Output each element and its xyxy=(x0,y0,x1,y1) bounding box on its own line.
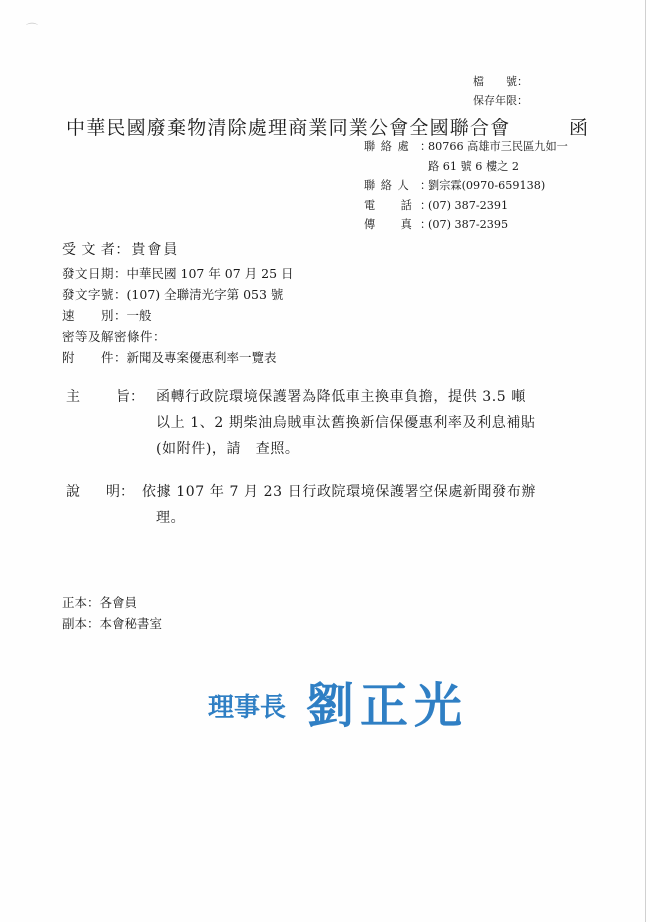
file-number-label: 檔 號 xyxy=(473,75,517,88)
subject-line-3: (如附件)，請 查照。 xyxy=(156,441,300,457)
copy-colon: ： xyxy=(87,616,100,631)
phone-row xyxy=(364,196,604,216)
address-line-1: 80766 高雄市三民區九如一 xyxy=(428,140,568,153)
seal-title: 理事長 xyxy=(208,693,287,723)
phone-number: (07) 387-2391 xyxy=(428,198,509,212)
copy-label: 副本 xyxy=(62,616,88,631)
document-number-label: 發文字號 xyxy=(62,287,115,302)
phone-colon: ： xyxy=(420,198,432,212)
seal-svg xyxy=(206,672,486,732)
issue-date-label: 發文日期 xyxy=(62,266,115,281)
subject-line-1: 函轉行政院環境保護署為降低車主換車負擔，提供 3.5 噸 xyxy=(156,389,526,405)
seal-name: 劉正光 xyxy=(306,678,469,732)
contact-person: 劉宗霖(0970-659138) xyxy=(428,179,546,192)
original-colon: ： xyxy=(87,595,100,610)
attachment-row xyxy=(62,347,294,368)
document-type: 函 xyxy=(569,117,589,139)
file-number-colon: ： xyxy=(517,75,528,88)
secrecy-row xyxy=(62,326,294,347)
secrecy-label: 密等及解密條件 xyxy=(62,329,154,344)
address-continuation-row xyxy=(364,157,604,177)
subject-body xyxy=(156,384,596,462)
organization-name: 中華民國廢棄物清除處理商業同業公會全國聯合會 xyxy=(66,117,511,139)
original-recipient: 各會員 xyxy=(99,595,138,610)
contact-person-label: 聯 絡 人 xyxy=(364,179,410,192)
retention-label: 保存年限 xyxy=(473,94,517,107)
chairman-seal-stamp xyxy=(206,672,486,732)
retention-colon: ： xyxy=(517,94,528,107)
file-number-row xyxy=(455,72,537,91)
fax-label: 傳 真 xyxy=(364,218,413,231)
recipient-row xyxy=(62,240,294,261)
subject-line-2: 以上 1、2 期柴油烏賊車汰舊換新信保優惠利率及利息補貼 xyxy=(156,415,536,431)
copy-recipient: 本會秘書室 xyxy=(99,616,163,631)
subject-label-b: 旨： xyxy=(116,389,144,405)
explanation-line-1: 依據 107 年 7 月 23 日行政院環境保護署空保處新聞發布辦 xyxy=(142,484,536,500)
fax-colon: ： xyxy=(420,218,432,231)
contact-person-row xyxy=(364,176,604,196)
original-label: 正本 xyxy=(62,595,88,610)
subject-label-a: 主 xyxy=(66,389,80,405)
contact-block xyxy=(364,137,604,235)
recipient: 貴會員 xyxy=(131,242,180,258)
copy-recipient-row xyxy=(62,613,162,634)
attachment: 新聞及專案優惠利率一覽表 xyxy=(126,350,277,365)
address-row xyxy=(364,137,604,157)
address-colon: ： xyxy=(420,140,432,153)
speed-label: 速 別 xyxy=(62,308,115,323)
phone-label: 電 話 xyxy=(364,198,413,212)
page-edge xyxy=(645,0,646,922)
document-meta xyxy=(62,240,294,368)
address-line-2: 路 61 號 6 樓之 2 xyxy=(428,159,520,173)
recipient-colon: ： xyxy=(115,242,132,258)
speed-row xyxy=(62,305,294,326)
contact-person-colon: ： xyxy=(420,179,432,192)
secrecy-colon: ： xyxy=(153,329,166,344)
original-recipient-row xyxy=(62,592,162,613)
explanation-line-2: 理。 xyxy=(156,510,186,526)
attachment-label: 附 件 xyxy=(62,350,115,365)
speed-colon: ： xyxy=(114,308,127,323)
issue-date-colon: ： xyxy=(114,266,127,281)
explanation-label-a: 說 xyxy=(66,484,80,500)
issue-date: 中華民國 107 年 07 月 25 日 xyxy=(126,266,294,281)
distribution-list xyxy=(62,592,162,634)
address-label: 聯 絡 處 xyxy=(364,140,410,153)
recipient-label: 受 文 者 xyxy=(62,242,116,258)
explanation-label-b: 明： xyxy=(106,484,134,500)
scan-mark: ⌒ xyxy=(26,22,39,36)
document-number-row xyxy=(62,284,294,305)
document-number: (107) 全聯清光字第 053 號 xyxy=(126,287,284,302)
attachment-colon: ： xyxy=(114,350,127,365)
subject-label xyxy=(66,384,156,410)
fax-number: (07) 387-2395 xyxy=(428,218,509,231)
archive-info xyxy=(455,72,537,110)
fax-row xyxy=(364,215,604,235)
issue-date-row xyxy=(62,263,294,284)
speed-value: 一般 xyxy=(126,308,152,323)
document-number-colon: ： xyxy=(114,287,127,302)
explanation-body xyxy=(142,479,602,531)
retention-row xyxy=(455,91,537,110)
